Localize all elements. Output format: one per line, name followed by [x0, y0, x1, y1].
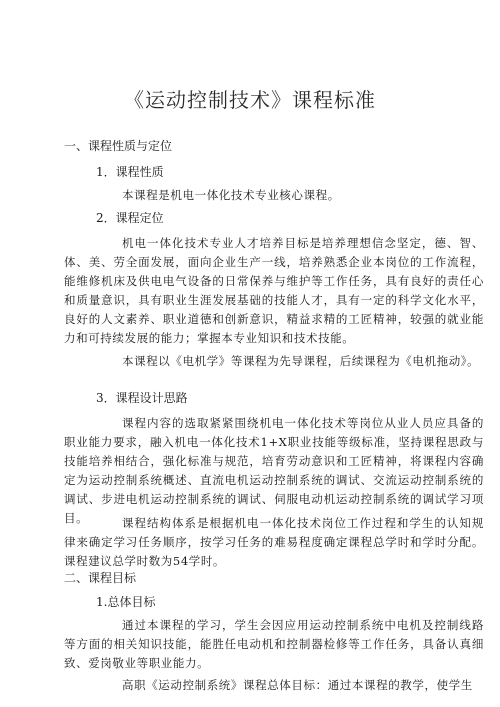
section-1-heading: 一、课程性质与定位 — [64, 139, 173, 153]
section-2-heading: 二、课程目标 — [64, 571, 137, 585]
paragraph-course-structure: 课程结构体系是根据机电一体化技术岗位工作过程和学生的认知规律来确定学习任务顺序，按学习任务的难易程度确定课程总学时和学时分配。课程建议总学时数为54学时。 — [64, 516, 484, 568]
paragraph-course-nature: 本课程是机电一体化技术专业核心课程。 — [122, 188, 340, 202]
paragraph-overall-goal: 通过本课程的学习，学生会因应用运动控制系统中电机及控制线路等方面的相关知识技能，能胜任电动机和控制器检修等工作任务，具备认真细致、爱岗敬业等职业能力。 — [64, 618, 484, 670]
subsection-2-1-heading: 1.总体目标 — [96, 595, 156, 609]
paragraph-course-position: 机电一体化技术专业人才培养目标是培养理想信念坚定，德、智、体、美、劳全面发展，面向企业生产一线，培养熟悉企业本岗位的工作流程，能维修机床及供电电气设备的日常保养与维护等工作任务，具有良好的责任心和质量意识，具有职业生涯发展基础的技能人才，具有一定的科学文化水平，良好的人文素养、职业道德和创新意识，精益求精的工匠精神，较强的就业能力和可持续发展的能力；掌握本专业知识和技术技能。 — [64, 236, 484, 345]
subsection-1-3-heading: 3．课程设计思路 — [96, 391, 188, 405]
subsection-1-2-heading: 2．课程定位 — [96, 211, 164, 225]
paragraph-design-idea: 课程内容的选取紧紧围绕机电一体化技术等岗位从业人员应具备的职业能力要求，融入机电一体化技术1+X职业技能等级标准，坚持课程思政与技能培养相结合，强化标准与规范，培育劳动意识和工匠精神，将课程内容确定为运动控制系统概述、直流电机运动控制系统的调试、交流运动控制系统的调试、步进电机运动控制系统的调试、伺服电动机运动控制系统的调试学习项目。 — [64, 416, 484, 525]
document-title: 《运动控制技术》课程标准 — [124, 88, 376, 112]
subsection-1-1-heading: 1．课程性质 — [96, 165, 164, 179]
paragraph-overall-goal-continued: 高职《运动控制系统》课程总体目标：通过本课程的教学，使学生 — [122, 678, 473, 692]
paragraph-prerequisites: 本课程以《电机学》等课程为先导课程，后续课程为《电机拖动》。 — [122, 354, 480, 368]
